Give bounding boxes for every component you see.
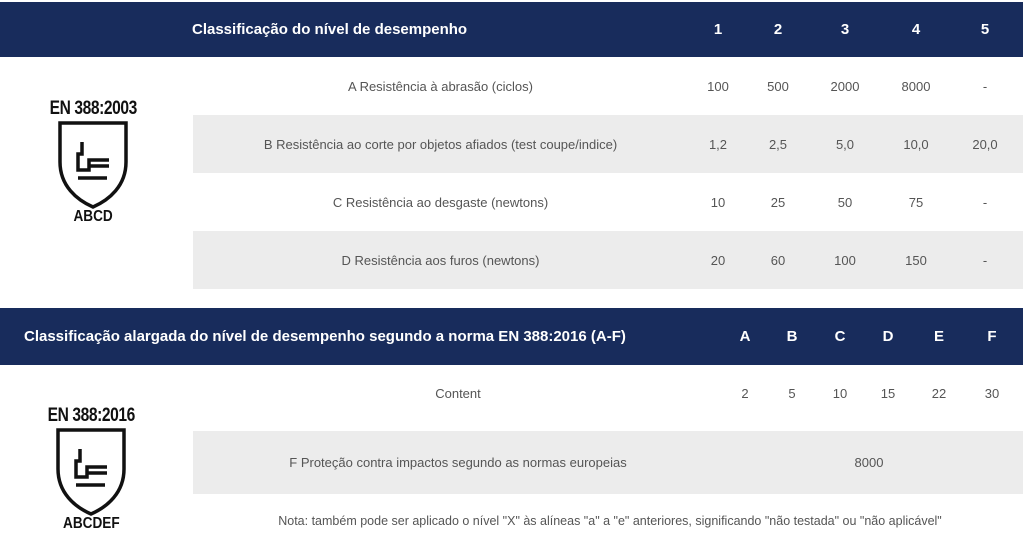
- row-label: Content: [435, 385, 481, 401]
- row-value: 100: [834, 252, 856, 268]
- row-value: 500: [767, 78, 789, 94]
- table2-title: Classificação alargada do nível de desempenho segundo a norma EN 388:2016 (A-F): [24, 328, 626, 345]
- table2-level-c: C: [834, 328, 846, 345]
- row-label: B Resistência ao corte por objetos afiados (test coupe/indice): [263, 136, 618, 152]
- table1-title: Classificação do nível de desempenho: [192, 21, 468, 38]
- table1-level-5: 5: [980, 21, 990, 38]
- row-value: 100: [707, 78, 729, 94]
- en388-2016-badge: [26, 405, 156, 533]
- row-value: -: [982, 252, 988, 268]
- glove-shield-icon: [57, 120, 129, 210]
- badge-standard: EN 388:2016: [47, 405, 135, 426]
- row-value: 2,5: [768, 136, 788, 152]
- table1-level-3: 3: [840, 21, 850, 38]
- row-value: 30: [984, 385, 1000, 401]
- row-label: D Resistência aos furos (newtons): [341, 252, 540, 268]
- row-value: 1,2: [708, 136, 728, 152]
- glove-shield-icon: [55, 427, 127, 517]
- table2-row-content: [193, 365, 1023, 421]
- table2-level-a: A: [739, 328, 751, 345]
- row-value: 25: [770, 194, 786, 210]
- table2-level-f: F: [987, 328, 997, 345]
- table2-header: [0, 308, 1023, 365]
- table1-row-c: [193, 173, 1023, 231]
- row-value: 10: [710, 194, 726, 210]
- row-value: 10: [832, 385, 848, 401]
- row-value: 8000: [854, 455, 884, 470]
- table1-row-b: [193, 115, 1023, 173]
- row-value: 150: [905, 252, 927, 268]
- row-value: 8000: [901, 78, 931, 94]
- row-label: F Proteção contra impactos segundo as normas europeias: [289, 455, 627, 470]
- table2-level-d: D: [882, 328, 894, 345]
- table1-level-1: 1: [713, 21, 723, 38]
- badge-code: ABCDEF: [62, 515, 120, 532]
- row-value: 15: [880, 385, 896, 401]
- table1-header: [0, 2, 1023, 57]
- table2-row-f: [193, 431, 1023, 494]
- badge-code: ABCD: [73, 208, 113, 225]
- row-label: A Resistência à abrasão (ciclos): [348, 78, 533, 94]
- row-value: 75: [908, 194, 924, 210]
- en388-2003-badge: [38, 98, 148, 226]
- row-value: 5,0: [835, 136, 855, 152]
- table1-level-4: 4: [911, 21, 921, 38]
- badge-standard: EN 388:2003: [49, 98, 137, 119]
- row-value: -: [982, 194, 988, 210]
- row-value: 22: [931, 385, 947, 401]
- table1-row-a: [193, 57, 1023, 115]
- row-value: 50: [837, 194, 853, 210]
- row-value: 2000: [830, 78, 860, 94]
- table1-row-d: [193, 231, 1023, 289]
- table2-level-e: E: [933, 328, 944, 345]
- table2-level-b: B: [786, 328, 798, 345]
- row-value: 10,0: [903, 136, 929, 152]
- row-value: 20,0: [972, 136, 998, 152]
- row-value: 20: [710, 252, 726, 268]
- row-value: 60: [770, 252, 786, 268]
- row-value: -: [982, 78, 988, 94]
- table1-level-2: 2: [773, 21, 783, 38]
- row-value: 2: [741, 385, 749, 401]
- footnote: Nota: também pode ser aplicado o nível "X" às alíneas "a" a "e" anteriores, significando "não testada" ou "não aplicável": [278, 514, 942, 528]
- row-label: C Resistência ao desgaste (newtons): [332, 194, 549, 210]
- row-value: 5: [788, 385, 796, 401]
